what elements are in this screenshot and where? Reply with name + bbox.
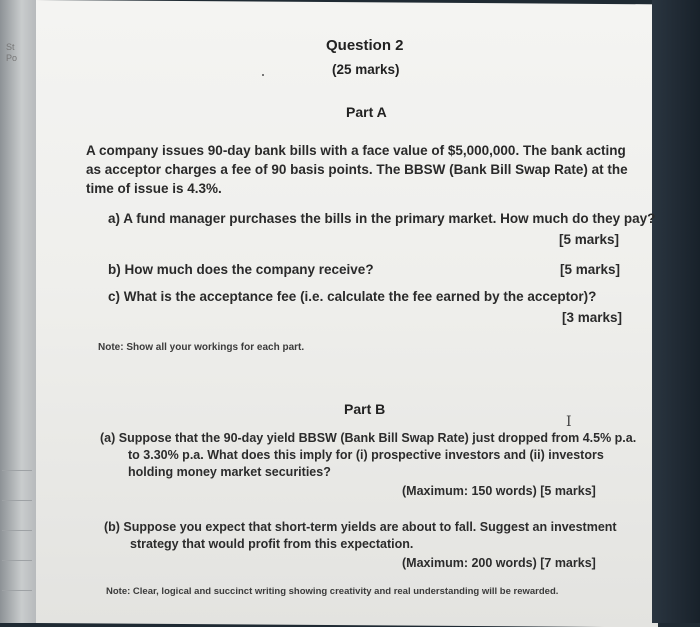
part-b-q-a-line: (a) Suppose that the 90-day yield BBSW (Bank Bill Swap Rate) just dropped from 4.5% p.a.	[100, 431, 637, 445]
part-b-heading: Part B	[344, 401, 386, 417]
question-a-marks: [5 marks]	[559, 232, 620, 247]
question-document	[36, 0, 656, 623]
question-marks: (25 marks)	[332, 62, 400, 77]
part-b-q-a-marks: (Maximum: 150 words) [5 marks]	[402, 484, 596, 498]
left-page-edge	[0, 0, 36, 623]
part-a-note: Note: Show all your workings for each part.	[98, 342, 305, 353]
part-a-intro-line: A company issues 90-day bank bills with a face value of $5,000,000. The bank acting	[86, 143, 626, 158]
question-c-text: c) What is the acceptance fee (i.e. calculate the fee earned by the acceptor)?	[108, 289, 597, 304]
question-a-text: a) A fund manager purchases the bills in the primary market. How much do they pay?	[108, 211, 656, 226]
part-b-q-b-marks: (Maximum: 200 words) [7 marks]	[402, 556, 596, 570]
part-b-q-b-line: (b) Suppose you expect that short-term yields are about to fall. Suggest an investment	[104, 520, 617, 534]
part-b-q-a-line: holding money market securities?	[128, 465, 331, 479]
stray-dot	[262, 74, 264, 76]
question-title: Question 2	[326, 37, 404, 54]
margin-stub: St Po	[6, 42, 18, 63]
text-cursor-icon: I	[566, 414, 572, 430]
question-b-marks: [5 marks]	[560, 262, 621, 277]
part-b-note: Note: Clear, logical and succinct writing showing creativity and real understanding will be rewarded.	[106, 586, 559, 597]
right-background	[652, 0, 700, 623]
part-a-heading: Part A	[346, 104, 387, 120]
part-b-q-a-line: to 3.30% p.a. What does this imply for (i) prospective investors and (ii) investors	[128, 448, 604, 462]
part-a-intro-line: time of issue is 4.3%.	[86, 181, 222, 196]
part-a-intro-line: as acceptor charges a fee of 90 basis points. The BBSW (Bank Bill Swap Rate) at the	[86, 162, 628, 177]
question-b-text: b) How much does the company receive?	[108, 262, 374, 277]
question-c-marks: [3 marks]	[562, 310, 623, 325]
part-b-q-b-line: strategy that would profit from this expectation.	[130, 537, 414, 551]
